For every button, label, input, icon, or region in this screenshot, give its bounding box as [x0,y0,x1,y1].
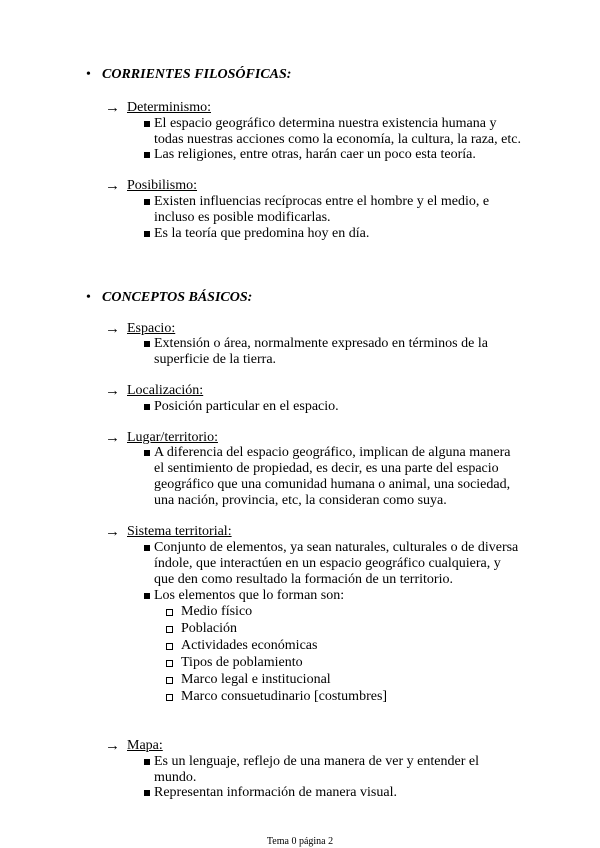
square-bullet-icon [144,404,150,410]
bullet-line: superficie de la tierra. [154,352,277,367]
heading-posibilismo: Posibilismo: [127,178,198,193]
hollow-square-bullet-icon [166,677,173,684]
section-bullet: • [86,67,91,82]
hollow-square-bullet-icon [166,643,173,650]
sub-item: Tipos de poblamiento [181,655,303,670]
page-footer: Tema 0 página 2 [266,836,334,847]
heading-sistema-territorial: Sistema territorial: [127,524,232,539]
bullet-line: el sentimiento de propiedad, es decir, es una parte del espacio [154,461,499,476]
arrow-icon: → [105,383,120,399]
arrow-icon: → [105,178,120,194]
bullet-line: Las religiones, entre otras, harán caer un poco esta teoría. [154,147,476,162]
sub-item: Medio físico [181,604,253,619]
sub-item: Marco legal e institucional [181,672,331,687]
bullet-line: mundo. [154,770,197,785]
bullet-line: Posición particular en el espacio. [154,399,339,414]
bullet-line: Conjunto de elementos, ya sean naturales, culturales o de diversa [154,540,519,555]
heading-determinismo: Determinismo: [127,100,211,115]
section-bullet: • [86,290,91,305]
bullet-line: todas nuestras acciones como la economía, la cultura, la raza, etc. [154,132,521,147]
square-bullet-icon [144,593,150,599]
bullet-line: Es la teoría que predomina hoy en día. [154,226,370,241]
heading-localizacion: Localización: [127,383,204,398]
square-bullet-icon [144,199,150,205]
square-bullet-icon [144,790,150,796]
bullet-line: Existen influencias recíprocas entre el hombre y el medio, e [154,194,490,209]
bullet-line: índole, que interactúen en un espacio geográfico cualquiera, y [154,556,501,571]
bullet-line: que den como resultado la formación de un territorio. [154,572,453,587]
arrow-icon: → [105,524,120,540]
section-title-corrientes: CORRIENTES FILOSÓFICAS: [102,67,292,82]
bullet-line: Los elementos que lo forman son: [154,588,345,603]
square-bullet-icon [144,341,150,347]
arrow-icon: → [105,738,120,754]
sub-item: Actividades económicas [181,638,318,653]
arrow-icon: → [105,100,120,116]
hollow-square-bullet-icon [166,609,173,616]
square-bullet-icon [144,121,150,127]
arrow-icon: → [105,430,120,446]
square-bullet-icon [144,759,150,765]
square-bullet-icon [144,545,150,551]
sub-item: Marco consuetudinario [costumbres] [181,689,388,704]
square-bullet-icon [144,450,150,456]
bullet-line: Representan información de manera visual. [154,785,397,800]
arrow-icon: → [105,321,120,337]
bullet-line: incluso es posible modificarlas. [154,210,331,225]
square-bullet-icon [144,152,150,158]
sub-item: Población [181,621,237,636]
hollow-square-bullet-icon [166,694,173,701]
square-bullet-icon [144,231,150,237]
bullet-line: Es un lenguaje, reflejo de una manera de ver y entender el [154,754,479,769]
heading-lugar-territorio: Lugar/territorio: [127,430,218,445]
bullet-line: geográfico que una comunidad humana o animal, una sociedad, [154,477,511,492]
hollow-square-bullet-icon [166,626,173,633]
bullet-line: A diferencia del espacio geográfico, implican de alguna manera [154,445,511,460]
bullet-line: una nación, provincia, etc, la consideran como suya. [154,493,447,508]
heading-mapa: Mapa: [127,738,163,753]
hollow-square-bullet-icon [166,660,173,667]
bullet-line: Extensión o área, normalmente expresado en términos de la [154,336,488,351]
heading-espacio: Espacio: [127,321,176,336]
section-title-conceptos: CONCEPTOS BÁSICOS: [102,290,253,305]
bullet-line: El espacio geográfico determina nuestra existencia humana y [154,116,497,131]
